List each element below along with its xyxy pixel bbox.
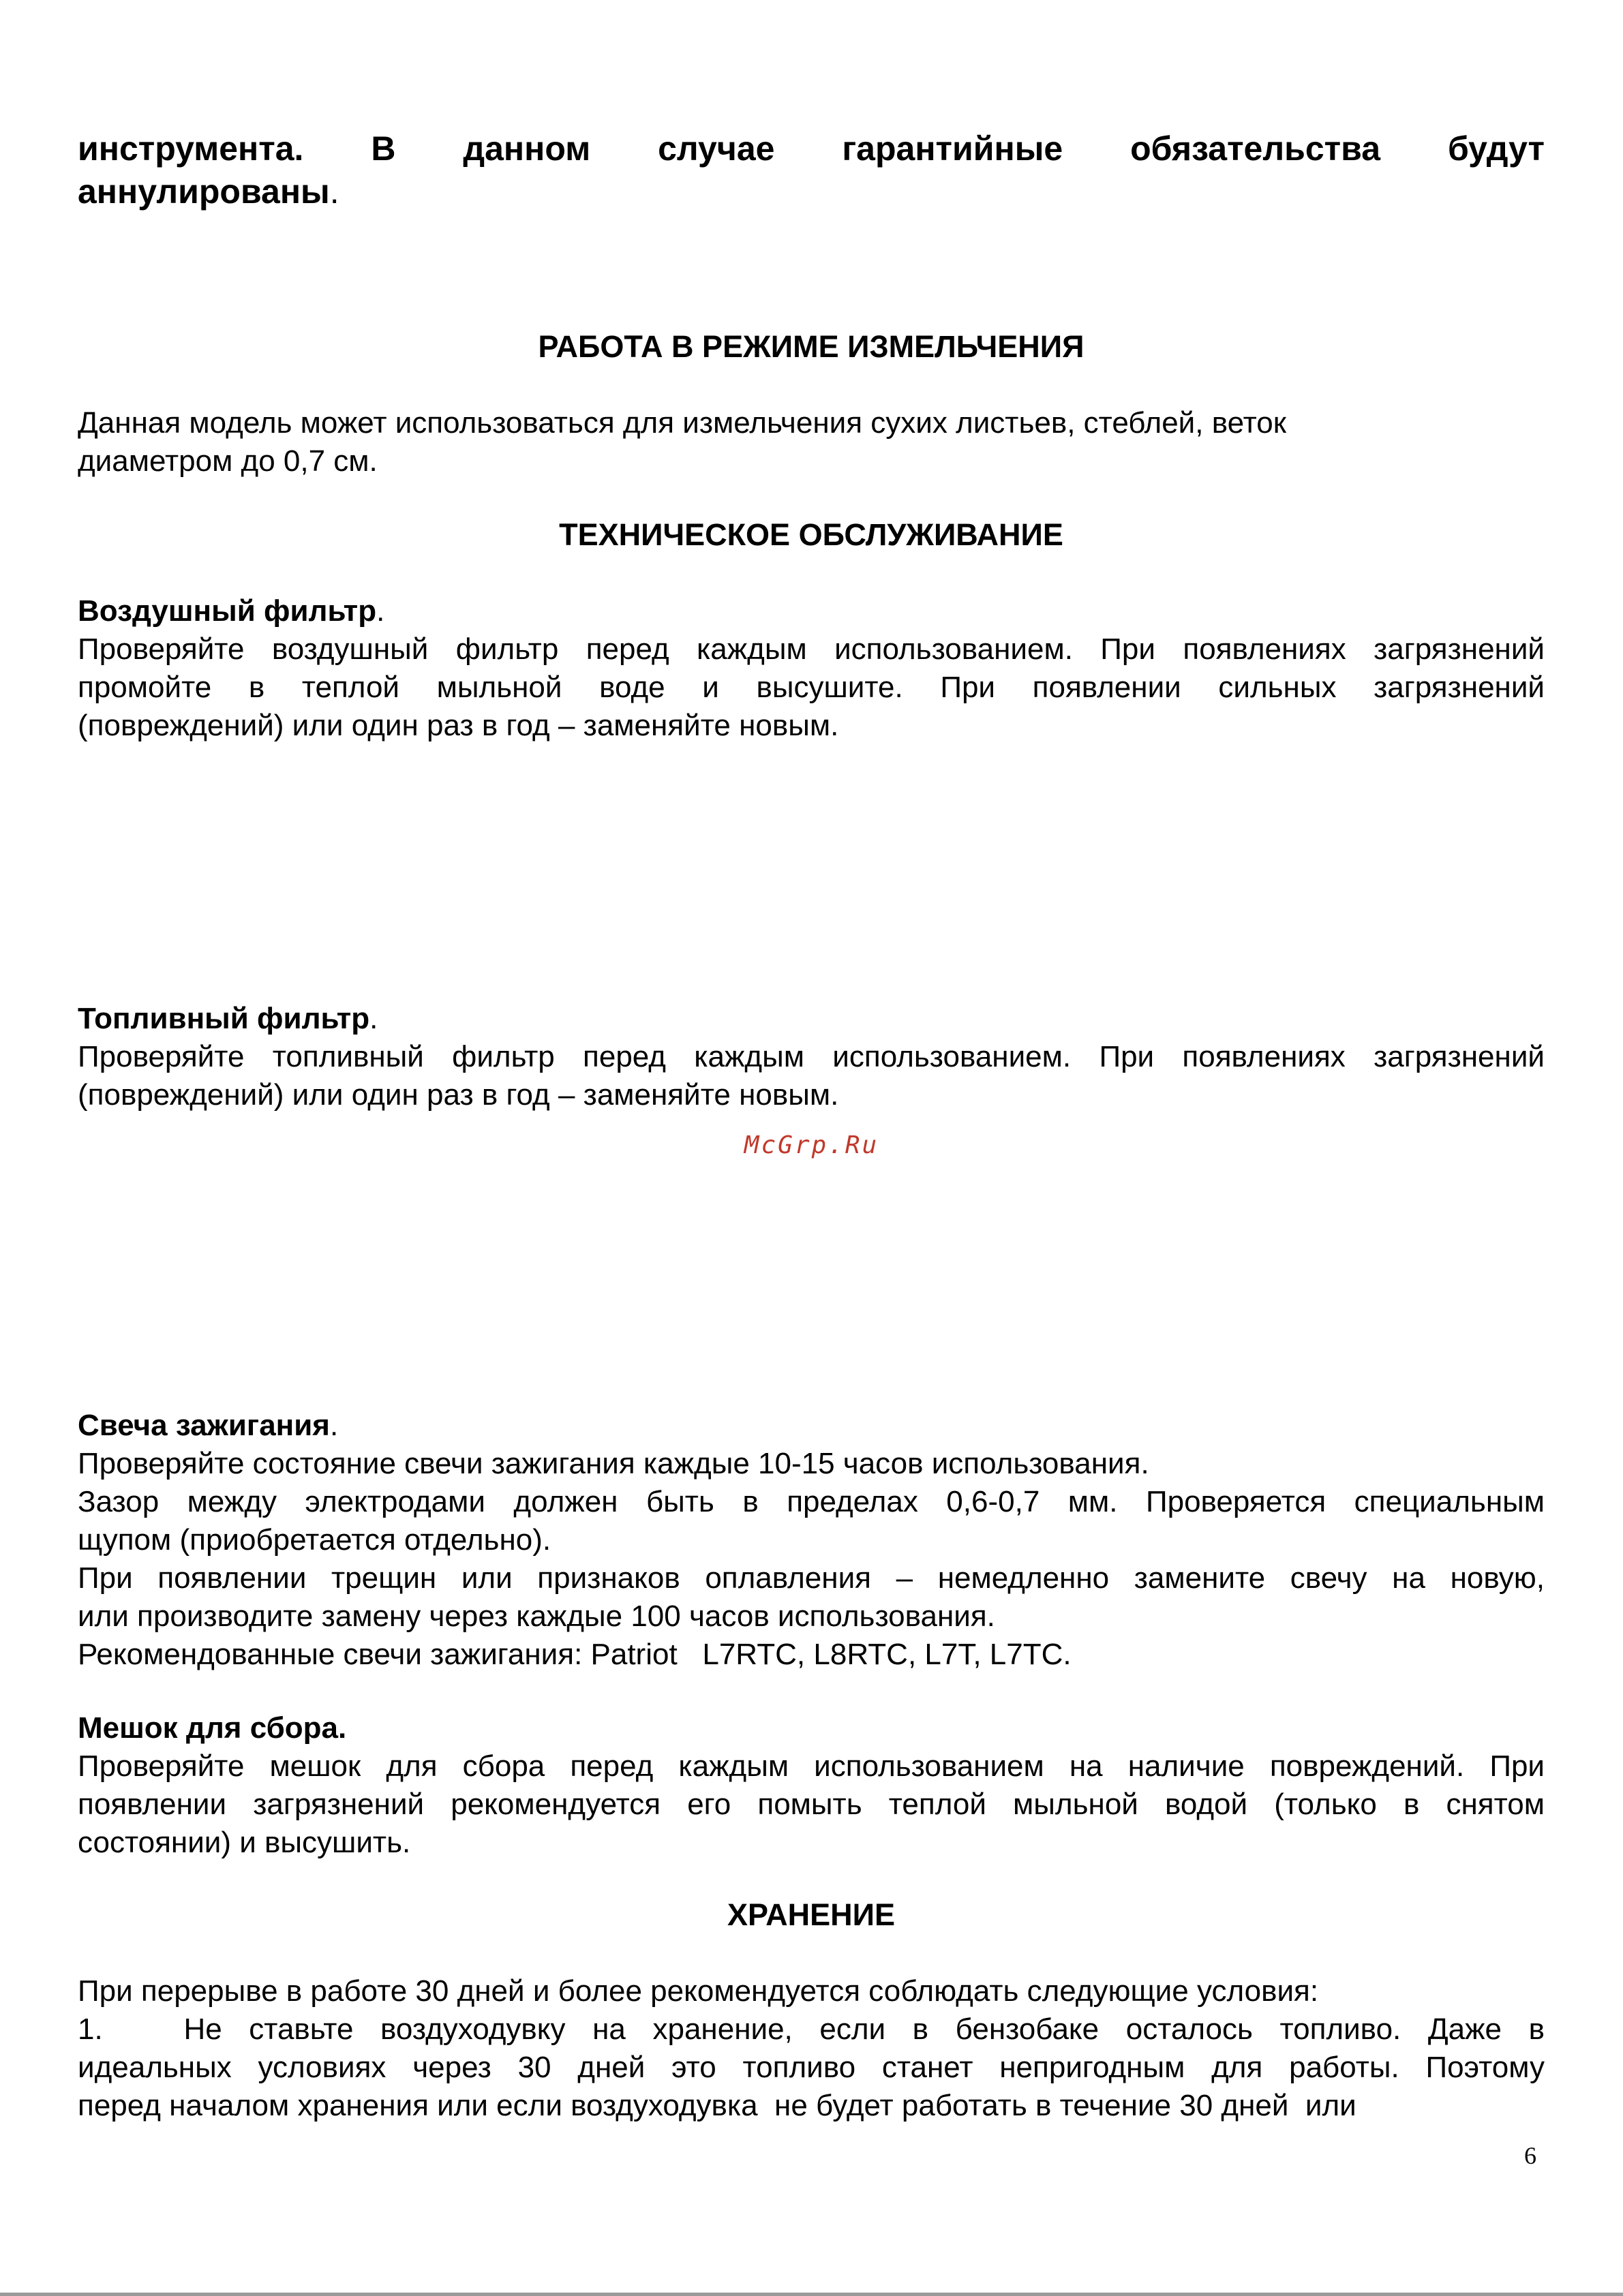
fuel-filter-title: Топливный фильтр [78,1002,370,1035]
spark-plug-line-3: щупом (приобретается отдельно). [78,1523,551,1557]
spark-plug-section [78,1407,1545,1674]
air-filter-line-1: Проверяйте воздушный фильтр перед каждым использованием. При появлениях загрязнений [78,632,1545,666]
spark-plug-title-line [78,1407,1545,1445]
intro-line-2-tail: . [329,172,339,211]
spark-plug-line-5: или производите замену через каждые 100 часов использования. [78,1599,995,1633]
spark-plug-title-tail: . [329,1409,339,1442]
spark-plug-title: Свеча зажигания [78,1409,330,1442]
page-number: 6 [1524,2142,1536,2169]
air-filter-title-tail: . [376,594,385,628]
air-filter-title: Воздушный фильтр [78,594,377,628]
maintenance-heading: ТЕХНИЧЕСКОЕ ОБСЛУЖИВАНИЕ [559,517,1063,552]
page-bottom-border [0,2293,1623,2296]
fuel-filter-line-1: Проверяйте топливный фильтр перед каждым использованием. При появлениях загрязнений [78,1040,1545,1073]
storage-section [78,1972,1545,2125]
bag-line-1: Проверяйте мешок для сбора перед каждым использованием на наличие повреждений. При [78,1749,1545,1783]
intro-paragraph [78,127,1545,213]
fuel-filter-section [78,1000,1545,1114]
bag-title: Мешок для сбора. [78,1711,347,1745]
bag-section [78,1709,1545,1862]
air-filter-section [78,592,1545,745]
bag-line-2: появлении загрязнений рекомендуется его помыть теплой мыльной водой (только в снятом [78,1788,1545,1821]
intro-line-2-text: аннулированы [78,172,330,211]
shredding-heading: РАБОТА В РЕЖИМЕ ИЗМЕЛЬЧЕНИЯ [538,329,1084,364]
shredding-line-1: Данная модель может использоваться для измельчения сухих листьев, стеблей, веток [78,406,1286,440]
spark-plug-line-4: При появлении трещин или признаков оплавления – немедленно замените свечу на новую, [78,1561,1545,1595]
air-filter-line-2: промойте в теплой мыльной воде и высушите. При появлении сильных загрязнений [78,671,1545,704]
fuel-filter-line-2: (повреждений) или один раз в год – заменяйте новым. [78,1078,839,1112]
storage-item-1-line-2: идеальных условиях через 30 дней это топливо станет непригодным для работы. Поэтому [78,2051,1545,2084]
bag-line-3: состоянии) и высушить. [78,1826,411,1859]
storage-heading: ХРАНЕНИЕ [727,1897,895,1932]
spark-plug-line-2: Зазор между электродами должен быть в пределах 0,6-0,7 мм. Проверяется специальным [78,1485,1545,1518]
fuel-filter-title-line [78,1000,1545,1038]
shredding-line-2: диаметром до 0,7 см. [78,444,378,478]
air-filter-line-3: (повреждений) или один раз в год – заменяйте новым. [78,709,839,742]
spark-plug-line-6: Рекомендованные свечи зажигания: Patriot L7RTC, L8RTC, L7T, L7TC. [78,1638,1072,1671]
intro-line-2 [78,170,1545,213]
storage-item-1-line-1: 1. Не ставьте воздуходувку на хранение, если в бензобаке осталось топливо. Даже в [78,2012,1545,2046]
air-filter-title-line [78,592,1545,630]
storage-intro: При перерыве в работе 30 дней и более рекомендуется соблюдать следующие условия: [78,1974,1319,2008]
spark-plug-line-1: Проверяйте состояние свечи зажигания каждые 10-15 часов использования. [78,1447,1149,1480]
shredding-paragraph [78,404,1545,480]
watermark-text: McGrp.Ru [744,1131,879,1159]
intro-line-1: инструмента. В данном случае гарантийные обязательства будут [78,129,1545,168]
fuel-filter-title-tail: . [369,1002,378,1035]
storage-item-1-line-3: перед началом хранения или если воздуходувка не будет работать в течение 30 дней или [78,2089,1356,2122]
